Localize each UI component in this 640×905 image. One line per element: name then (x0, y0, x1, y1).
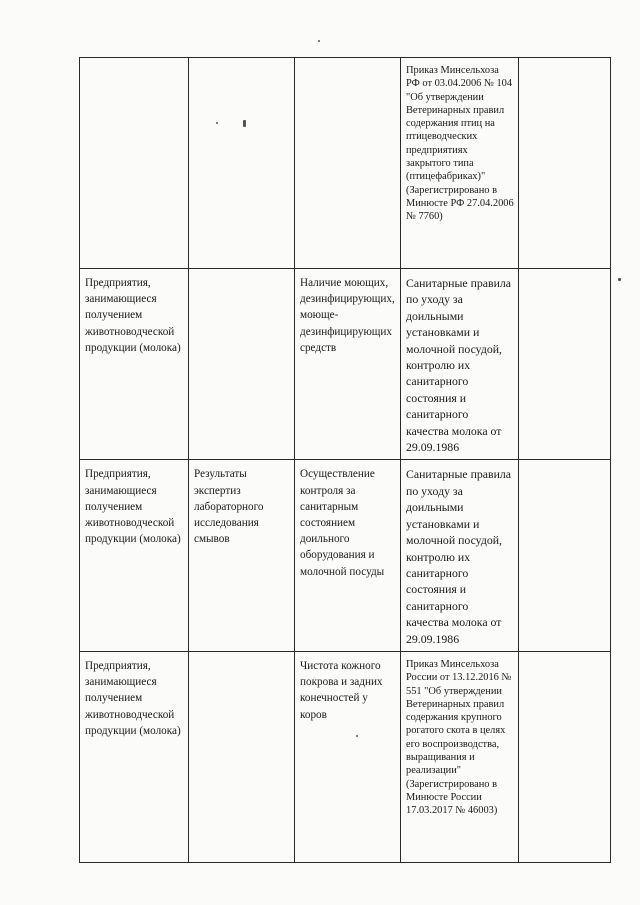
scan-speck (618, 278, 621, 281)
table-row (80, 460, 611, 651)
table-row (80, 58, 611, 269)
cell-object: Предприятия, занимающиеся получением животноводческой продукции (молока) (80, 269, 189, 460)
cell-legal-act: Приказ Минсельхоза России от 13.12.2016 № 551 "Об утверждении Ветеринарных правил содержания крупного рогатого скота в целях его воспроизводства, выращивания и реализации" (Зарегистрировано в Минюсте России 17.03.2017 № 46003) (401, 651, 519, 862)
cell-result (189, 651, 295, 862)
cell-result: Результаты экспертиз лабораторного исследования смывов (189, 460, 295, 651)
scan-speck (356, 735, 358, 737)
scan-speck (318, 40, 320, 42)
table-row (80, 269, 611, 460)
requirements-table (79, 57, 611, 863)
scan-speck (216, 122, 218, 124)
cell-requirement: Осуществление контроля за санитарным состоянием доильного оборудования и молочной посуды (295, 460, 401, 651)
cell-requirement: Чистота кожного покрова и задних конечностей у коров (295, 651, 401, 862)
cell-requirement (295, 58, 401, 269)
cell-object: Предприятия, занимающиеся получением животноводческой продукции (молока) (80, 651, 189, 862)
scan-speck (243, 120, 246, 127)
cell-note (519, 651, 611, 862)
cell-object: Предприятия, занимающиеся получением животноводческой продукции (молока) (80, 460, 189, 651)
cell-legal-act: Приказ Минсельхоза РФ от 03.04.2006 № 104 "Об утверждении Ветеринарных правил содержания птиц на птицеводческих предприятиях закрытого типа (птицефабриках)" (Зарегистрировано в Минюсте РФ 27.04.2006 № 7760) (401, 58, 519, 269)
cell-result (189, 58, 295, 269)
cell-note (519, 269, 611, 460)
cell-requirement: Наличие моющих, дезинфицирующих, моюще-дезинфицирующих средств (295, 269, 401, 460)
cell-object (80, 58, 189, 269)
cell-legal-act: Санитарные правила по уходу за доильными установками и молочной посудой, контролю их санитарного состояния и санитарного качества молока от 29.09.1986 (401, 269, 519, 460)
cell-legal-act: Санитарные правила по уходу за доильными установками и молочной посудой, контролю их санитарного состояния и санитарного качества молока от 29.09.1986 (401, 460, 519, 651)
table-row (80, 651, 611, 862)
cell-note (519, 460, 611, 651)
cell-result (189, 269, 295, 460)
cell-note (519, 58, 611, 269)
